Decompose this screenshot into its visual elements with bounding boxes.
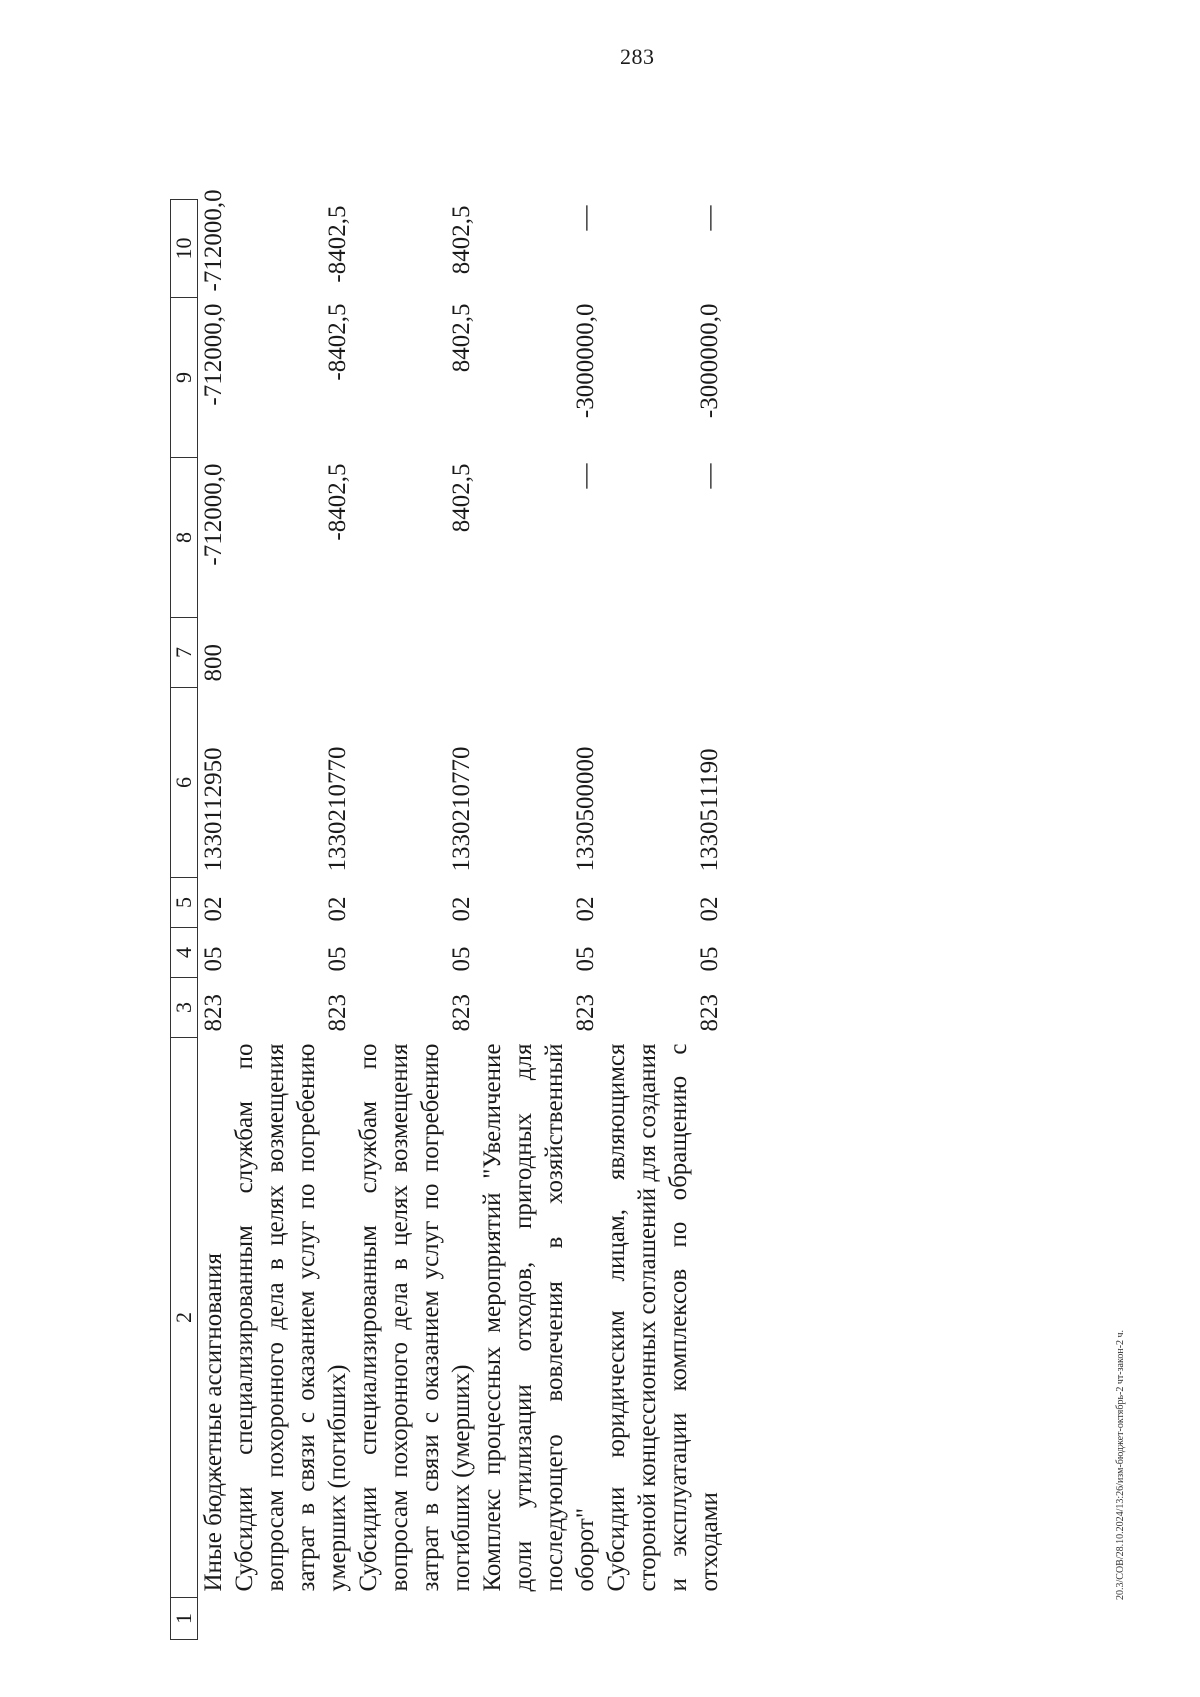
rz-code: 05 <box>696 946 723 972</box>
table-row <box>198 200 230 1640</box>
amount-col8: -712000,0 <box>200 463 227 566</box>
header-cell: 9 <box>171 298 198 458</box>
table-header-row <box>171 200 198 1640</box>
table-row <box>601 200 725 1640</box>
row-name: Субсидии специализированным службам по вопросам похоронного дела в целях возмещения затрат в связи с оказанием услуг по погребению умерших (погибших) <box>231 1043 351 1592</box>
amount-col8: — <box>572 463 599 489</box>
pr-code: 02 <box>572 896 599 922</box>
row-name: Иные бюджетные ассигнования <box>200 1252 227 1592</box>
ved-code: 823 <box>200 994 227 1032</box>
table-row <box>229 200 353 1640</box>
footer-document-code: 20.3/СОВ/28.10.2024/13:26/изм-бюджет-октябрь-2 чт-закон-2 ч. <box>1115 1329 1126 1600</box>
amount-col10: — <box>696 205 723 231</box>
ved-code: 823 <box>572 994 599 1032</box>
table-row <box>477 200 601 1640</box>
ved-code: 823 <box>696 994 723 1032</box>
header-cell: 7 <box>171 618 198 688</box>
rz-code: 05 <box>448 946 475 972</box>
amount-col10: — <box>572 205 599 231</box>
row-name: Комплекс процессных мероприятий "Увеличение доли утилизации отходов, пригодных для последующего вовлечения в хозяйственный оборот" <box>479 1043 599 1592</box>
amount-col10: -712000,0 <box>200 189 227 292</box>
csr-code: 1330112950 <box>200 747 227 872</box>
header-cell: 5 <box>171 878 198 928</box>
amount-col9: -3000000,0 <box>572 303 599 419</box>
vr-code: 800 <box>200 644 227 682</box>
amount-col9: -3000000,0 <box>696 303 723 419</box>
amount-col8: — <box>696 463 723 489</box>
csr-code: 1330500000 <box>572 746 599 872</box>
amount-col9: -712000,0 <box>200 303 227 406</box>
pr-code: 02 <box>448 896 475 922</box>
pr-code: 02 <box>696 896 723 922</box>
vr-code <box>601 618 725 688</box>
rz-code: 05 <box>200 946 227 972</box>
csr-code: 1330210770 <box>448 746 475 872</box>
amount-col8: 8402,5 <box>448 463 475 533</box>
header-cell: 6 <box>171 688 198 878</box>
vr-code <box>353 618 477 688</box>
budget-table <box>170 189 725 1640</box>
ved-code: 823 <box>324 994 351 1032</box>
amount-col9: -8402,5 <box>324 303 351 381</box>
amount-col9: 8402,5 <box>448 303 475 373</box>
header-cell: 4 <box>171 928 198 978</box>
ved-code: 823 <box>448 994 475 1032</box>
row-name: Субсидии юридическим лицам, являющимся стороной концессионных соглашений для создания и эксплуатации комплексов по обращению с отходами <box>603 1043 723 1592</box>
header-cell: 1 <box>171 1598 198 1640</box>
table-row <box>353 200 477 1640</box>
budget-table-rotated <box>170 189 1200 1640</box>
csr-code: 1330511190 <box>696 748 723 872</box>
pr-code: 02 <box>324 896 351 922</box>
header-cell: 2 <box>171 1038 198 1598</box>
vr-code <box>229 618 353 688</box>
amount-col8: -8402,5 <box>324 463 351 541</box>
rz-code: 05 <box>324 946 351 972</box>
csr-code: 1330210770 <box>324 746 351 872</box>
vr-code <box>477 618 601 688</box>
header-cell: 10 <box>171 200 198 298</box>
pr-code: 02 <box>200 896 227 922</box>
header-cell: 8 <box>171 458 198 618</box>
amount-col10: -8402,5 <box>324 205 351 283</box>
row-name: Субсидии специализированным службам по вопросам похоронного дела в целях возмещения затрат в связи с оказанием услуг по погребению погибших (умерших) <box>355 1043 475 1592</box>
header-cell: 3 <box>171 978 198 1038</box>
rz-code: 05 <box>572 946 599 972</box>
amount-col10: 8402,5 <box>448 205 475 275</box>
page-number: 283 <box>620 44 655 69</box>
